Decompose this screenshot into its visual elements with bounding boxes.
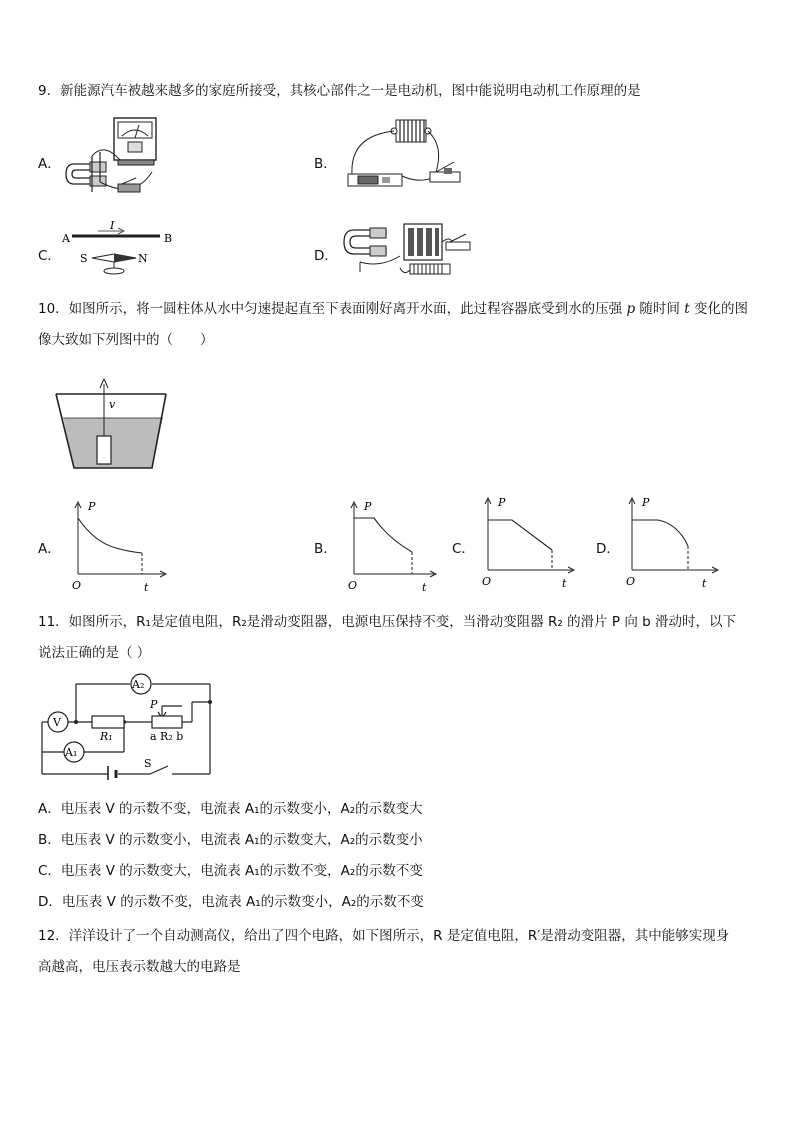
q10-container-figure <box>54 376 172 472</box>
q9-option-d-label: D． <box>314 248 338 264</box>
q10-graph-c <box>474 490 578 590</box>
q9-c-label-i: I <box>110 219 115 232</box>
q10-option-a-label: A． <box>38 541 61 557</box>
q10-d-axis-t: t <box>702 577 707 590</box>
q10-d-origin: O <box>626 575 636 588</box>
q10-a-axis-t: t <box>144 581 149 594</box>
q9-option-a-label: A． <box>38 156 61 172</box>
q10-graph-b <box>340 494 440 594</box>
q11-stem-line2: 说法正确的是（ ） <box>38 645 151 661</box>
q9-c-label-a: A <box>62 232 70 245</box>
q11-option-d: D．电压表 V 的示数不变，电流表 A₁的示数变小，A₂的示数不变 <box>38 894 424 910</box>
q10-c-origin: O <box>482 575 492 588</box>
q10-stem-line1: 10．如图所示，将一圆柱体从水中匀速提起直至下表面刚好离开水面，此过程容器底受到水的压强 p 随时间 t 变化的图 <box>38 301 748 317</box>
q12-stem-line1: 12．洋洋设计了一个自动测高仪，给出了四个电路，如下图所示，R 是定值电阻，R′是滑动变阻器，其中能够实现身 <box>38 928 730 944</box>
q11-r1-label: R₁ <box>100 730 113 743</box>
q10-b-origin: O <box>348 579 358 592</box>
q11-stem-line1: 11．如图所示，R₁是定值电阻，R₂是滑动变阻器，电源电压保持不变，当滑动变阻器 R₂ 的滑片 P 向 b 滑动时，以下 <box>38 614 737 630</box>
q9-c-label-n: N <box>138 252 148 265</box>
q11-circuit-diagram <box>38 670 218 780</box>
q11-ammeter-a1-label: A₁ <box>65 746 78 759</box>
q9-c-label-s: S <box>80 252 88 265</box>
q10-stem-line2: 像大致如下列图中的（ ） <box>38 332 214 348</box>
q11-voltmeter-label: V <box>53 716 61 729</box>
q10-c-axis-t: t <box>562 577 567 590</box>
q10-graph-a <box>64 494 176 594</box>
q9-stem: 9．新能源汽车被越来越多的家庭所接受，其核心部件之一是电动机，图中能说明电动机工作原理的是 <box>38 83 641 99</box>
q10-a-origin: O <box>72 579 82 592</box>
q10-b-axis-p: P <box>364 500 372 513</box>
q11-ammeter-a2-label: A₂ <box>132 678 145 691</box>
q10-a-axis-p: P <box>88 500 96 513</box>
q10-d-axis-p: P <box>642 496 650 509</box>
q10-graph-d <box>618 490 722 590</box>
q10-option-b-label: B． <box>314 541 337 557</box>
q9-c-label-b: B <box>164 232 173 245</box>
q10-c-axis-p: P <box>498 496 506 509</box>
q10-option-c-label: C． <box>452 541 475 557</box>
q9-option-b-label: B． <box>314 156 337 172</box>
q9-figure-c <box>62 218 182 276</box>
q10-option-d-label: D． <box>596 541 620 557</box>
q10-b-axis-t: t <box>422 581 427 594</box>
q11-option-b: B．电压表 V 的示数变小，电流表 A₁的示数变大，A₂的示数变小 <box>38 832 423 848</box>
q9-figure-b <box>340 116 470 192</box>
q9-option-c-label: C． <box>38 248 61 264</box>
q11-switch-label: S <box>144 757 152 770</box>
q11-option-a: A．电压表 V 的示数不变，电流表 A₁的示数变小，A₂的示数变大 <box>38 801 423 817</box>
q9-figure-a <box>64 112 164 198</box>
q10-velocity-label: v <box>109 398 116 411</box>
q12-stem-line2: 高越高，电压表示数越大的电路是 <box>38 959 241 975</box>
q11-slider-p-label: P <box>150 698 158 711</box>
q11-r2-label: a R₂ b <box>150 730 184 743</box>
q11-option-c: C．电压表 V 的示数变大，电流表 A₁的示数不变，A₂的示数不变 <box>38 863 423 879</box>
q9-figure-d <box>340 216 476 280</box>
